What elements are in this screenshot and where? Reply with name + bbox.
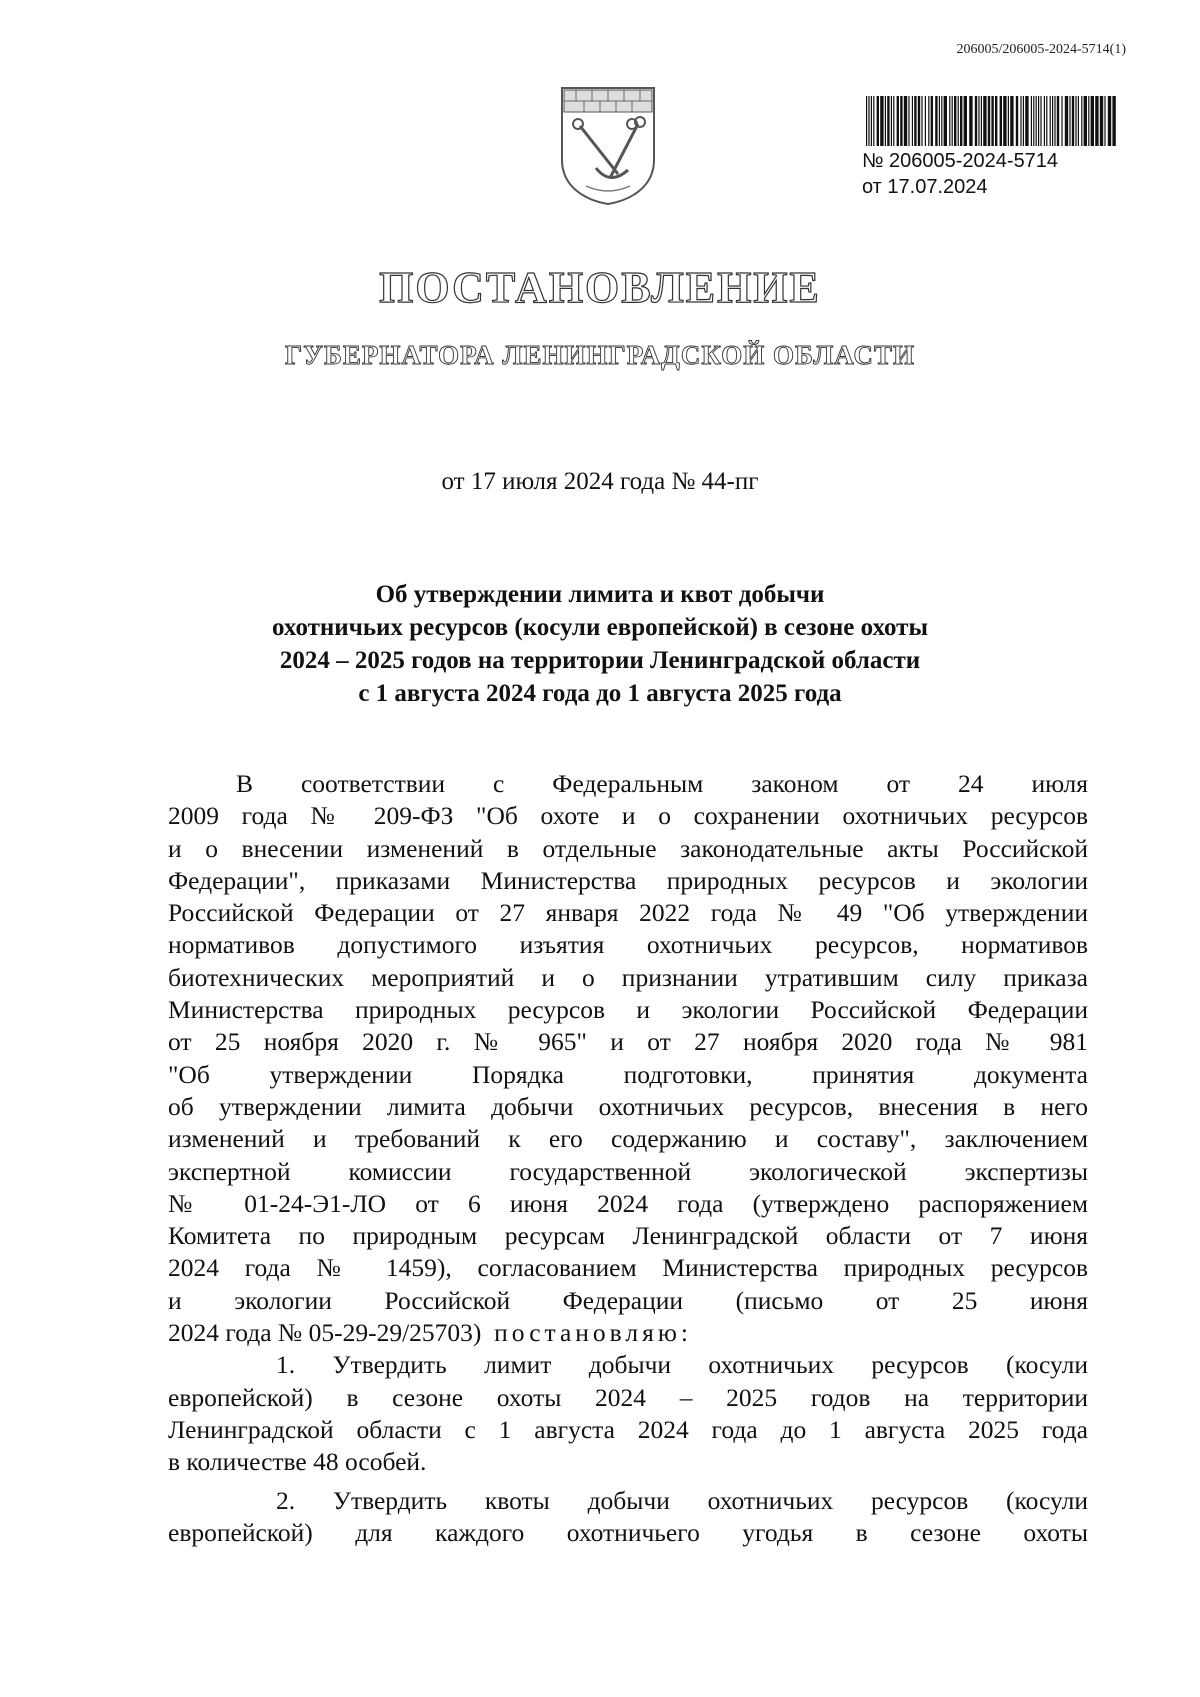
barcode-bar xyxy=(1091,96,1094,146)
barcode-bar xyxy=(1088,96,1089,146)
barcode-bar xyxy=(1108,96,1111,146)
barcode-bar xyxy=(954,96,956,146)
body-line: европейской) в сезоне охоты 2024 – 2025 годов на территории xyxy=(168,1382,1088,1412)
barcode-bar xyxy=(1040,96,1041,146)
body-line: 2. Утвердить квоты добычи охотничьих ресурсов (косули xyxy=(276,1485,1088,1515)
body-line: "Об утверждении Порядка подготовки, принятия документа xyxy=(168,1059,1088,1089)
barcode-bar xyxy=(988,96,990,146)
barcode-bar xyxy=(944,96,947,146)
barcode-bar xyxy=(925,96,926,146)
body-line: Российской Федерации от 27 января 2022 года № 49 "Об утверждении xyxy=(168,898,1088,928)
barcode-bar xyxy=(1046,96,1047,146)
top-reference: 206005/206005-2024-5714(1) xyxy=(956,42,1126,57)
barcode-bar xyxy=(1025,96,1028,146)
barcode-bar xyxy=(981,96,982,146)
body-line: № 01-24-Э1-ЛО от 6 июня 2024 года (утверждено распоряжением xyxy=(168,1188,1088,1218)
decree-word: постановляю: xyxy=(494,1318,692,1348)
barcode-bar xyxy=(991,96,993,146)
barcode-bar xyxy=(893,96,894,146)
barcode-bar xyxy=(1084,96,1087,146)
body-line: европейской) для каждого охотничьего угодья в сезоне охоты xyxy=(168,1517,1088,1547)
body-line: 2024 года № 1459), согласованием Министерства природных ресурсов xyxy=(168,1253,1088,1283)
barcode-bar xyxy=(1038,96,1039,146)
document-title: ПОСТАНОВЛЕНИЕ xyxy=(379,263,821,312)
body-line: Ленинградской области с 1 августа 2024 года до 1 августа 2025 года xyxy=(168,1414,1088,1444)
document-body xyxy=(168,768,1088,1549)
body-line: Федерации", приказами Министерства природных ресурсов и экологии xyxy=(168,865,1088,895)
barcode-bar xyxy=(1054,96,1055,146)
barcode-bar xyxy=(908,96,909,146)
item-2-paragraph xyxy=(168,1485,1088,1550)
barcode-bar xyxy=(1020,96,1021,146)
barcode-bar xyxy=(952,96,953,146)
body-line: 1. Утвердить лимит добычи охотничьих ресурсов (косули xyxy=(276,1350,1088,1380)
barcode-bar xyxy=(975,96,977,146)
barcode-bar xyxy=(1081,96,1082,146)
barcode-bar xyxy=(1072,96,1074,146)
barcode-bar xyxy=(928,96,929,146)
heading-line: охотничьих ресурсов (косули европейской) в сезоне охоты xyxy=(272,614,928,641)
barcode-bar xyxy=(1069,96,1070,146)
heading-line: с 1 августа 2024 года до 1 августа 2025 года xyxy=(358,680,842,707)
barcode-bar xyxy=(885,96,886,146)
item-1-paragraph xyxy=(168,1349,1088,1478)
body-line: биотехнических мероприятий и о признании утратившим силу приказа xyxy=(168,962,1088,992)
barcode-bar xyxy=(949,96,950,146)
barcode-bar xyxy=(1016,96,1018,146)
barcode-bar xyxy=(1100,96,1103,146)
barcode-bar xyxy=(1095,96,1098,146)
barcode-bar xyxy=(964,96,967,146)
barcode-bar xyxy=(900,96,902,146)
body-line: в количестве 48 особей. xyxy=(168,1447,427,1477)
barcode-bar xyxy=(877,96,879,146)
preamble-end: 2024 года № 05-29-29/25703) xyxy=(168,1318,482,1348)
registration-date: от 17.07.2024 xyxy=(862,176,988,198)
barcode-bar xyxy=(914,96,916,146)
body-line: и о внесении изменений в отдельные законодательные акты Российской xyxy=(168,833,1088,863)
registration-block xyxy=(862,96,1122,200)
barcode-bar xyxy=(960,96,962,146)
heading-line: Об утверждении лимита и квот добычи xyxy=(375,581,825,608)
body-line: изменений и требований к его содержанию и составу", заключением xyxy=(168,1124,1088,1154)
barcode-bar xyxy=(1010,96,1013,146)
barcode-bar xyxy=(1061,96,1062,146)
barcode-bar xyxy=(1044,96,1045,146)
barcode-bar xyxy=(995,96,997,146)
barcode-bar xyxy=(1008,96,1009,146)
barcode-bar xyxy=(921,96,922,146)
body-line: и экологии Российской Федерации (письмо от 25 июня xyxy=(168,1285,1088,1315)
barcode-bar xyxy=(1033,96,1034,146)
coat-of-arms-icon xyxy=(556,82,660,206)
barcode-bar xyxy=(897,96,899,146)
body-line: В соответствии с Федеральным законом от 24 июля xyxy=(236,769,1088,798)
barcode-bar xyxy=(1075,96,1076,146)
barcode-bar xyxy=(1023,96,1024,146)
barcode-bar xyxy=(939,96,940,146)
barcode-bar xyxy=(912,96,913,146)
barcode-bar xyxy=(1036,96,1037,146)
barcode-bar xyxy=(1065,96,1068,146)
barcode-bar xyxy=(1031,96,1032,146)
barcode-bar xyxy=(1112,96,1115,146)
barcode-bar xyxy=(904,96,907,146)
barcode-bar xyxy=(1050,96,1051,146)
preamble-paragraph xyxy=(168,768,1088,1349)
barcode-bar xyxy=(941,96,942,146)
barcode-bar xyxy=(969,96,972,146)
registration-number: № 206005-2024-5714 xyxy=(862,150,1059,172)
barcode-bar xyxy=(887,96,889,146)
barcode-bar xyxy=(873,96,874,146)
document-subtitle: ГУБЕРНАТОРА ЛЕНИНГРАДСКОЙ ОБЛАСТИ xyxy=(285,340,915,370)
document-date-number: от 17 июля 2024 года № 44-пг xyxy=(441,468,759,495)
body-line: об утверждении лимита добычи охотничьих ресурсов, внесения в него xyxy=(168,1091,1088,1121)
barcode-bar xyxy=(880,96,883,146)
body-line: Комитета по природным ресурсам Ленинградской области от 7 июня xyxy=(168,1221,1088,1251)
body-line: от 25 ноября 2020 г. № 965" и от 27 ноября 2020 года № 981 xyxy=(168,1027,1088,1057)
barcode-bar xyxy=(983,96,986,146)
barcode-bar xyxy=(891,96,892,146)
barcode-bar xyxy=(1052,96,1053,146)
barcode-bar xyxy=(868,96,869,146)
barcode-bar xyxy=(1104,96,1105,146)
barcode-bar xyxy=(935,96,937,146)
barcode-bar xyxy=(978,96,979,146)
barcode-bar xyxy=(1078,96,1079,146)
barcode-bar xyxy=(866,96,867,146)
document-heading xyxy=(180,578,1020,710)
body-line: 2009 года № 209-ФЗ "Об охоте и о сохранении охотничьих ресурсов xyxy=(168,801,1088,831)
barcode-bar xyxy=(958,96,959,146)
barcode-icon xyxy=(866,96,1120,146)
body-line-last xyxy=(168,1317,1088,1349)
barcode-bar xyxy=(1000,96,1002,146)
barcode-bar xyxy=(1003,96,1006,146)
body-line: Министерства природных ресурсов и экологии Российской Федерации xyxy=(168,995,1088,1025)
barcode-bar xyxy=(1057,96,1059,146)
barcode-bar xyxy=(931,96,933,146)
barcode-bar xyxy=(918,96,920,146)
barcode-bar xyxy=(871,96,872,146)
heading-line: 2024 – 2025 годов на территории Ленинградской области xyxy=(279,647,921,674)
body-line: нормативов допустимого изъятия охотничьих ресурсов, нормативов xyxy=(168,930,1088,960)
body-line: экспертной комиссии государственной экологической экспертизы xyxy=(168,1156,1088,1186)
